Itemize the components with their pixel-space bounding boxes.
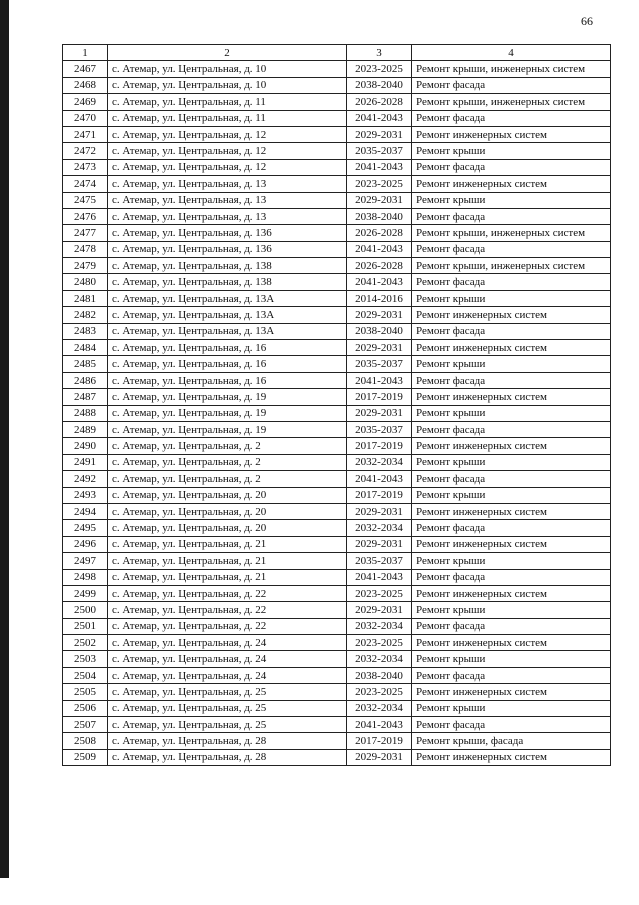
period-cell: 2017-2019 — [347, 389, 412, 405]
table-row — [63, 126, 611, 142]
column-header-4: 4 — [412, 45, 611, 61]
address-cell: с. Атемар, ул. Центральная, д. 20 — [108, 503, 347, 519]
work-type-cell: Ремонт крыши — [412, 405, 611, 421]
address-cell: с. Атемар, ул. Центральная, д. 24 — [108, 667, 347, 683]
work-type-cell: Ремонт крыши, инженерных систем — [412, 258, 611, 274]
work-type-cell: Ремонт инженерных систем — [412, 438, 611, 454]
address-cell: с. Атемар, ул. Центральная, д. 11 — [108, 94, 347, 110]
address-cell: с. Атемар, ул. Центральная, д. 22 — [108, 602, 347, 618]
period-cell: 2041-2043 — [347, 159, 412, 175]
address-cell: с. Атемар, ул. Центральная, д. 16 — [108, 372, 347, 388]
period-cell: 2041-2043 — [347, 569, 412, 585]
row-number-cell: 2500 — [63, 602, 108, 618]
row-number-cell: 2480 — [63, 274, 108, 290]
period-cell: 2029-2031 — [347, 340, 412, 356]
table-row — [63, 717, 611, 733]
row-number-cell: 2483 — [63, 323, 108, 339]
period-cell: 2041-2043 — [347, 471, 412, 487]
row-number-cell: 2505 — [63, 684, 108, 700]
address-cell: с. Атемар, ул. Центральная, д. 13 — [108, 208, 347, 224]
address-cell: с. Атемар, ул. Центральная, д. 22 — [108, 618, 347, 634]
row-number-cell: 2502 — [63, 635, 108, 651]
table-row — [63, 602, 611, 618]
table-row — [63, 651, 611, 667]
table-row — [63, 77, 611, 93]
table-row — [63, 520, 611, 536]
table-row — [63, 340, 611, 356]
work-type-cell: Ремонт фасада — [412, 421, 611, 437]
row-number-cell: 2476 — [63, 208, 108, 224]
table-row — [63, 585, 611, 601]
row-number-cell: 2509 — [63, 749, 108, 765]
address-cell: с. Атемар, ул. Центральная, д. 13 — [108, 176, 347, 192]
row-number-cell: 2488 — [63, 405, 108, 421]
row-number-cell: 2506 — [63, 700, 108, 716]
table-row — [63, 307, 611, 323]
work-type-cell: Ремонт фасада — [412, 520, 611, 536]
work-type-cell: Ремонт инженерных систем — [412, 635, 611, 651]
period-cell: 2035-2037 — [347, 553, 412, 569]
address-cell: с. Атемар, ул. Центральная, д. 19 — [108, 421, 347, 437]
period-cell: 2026-2028 — [347, 258, 412, 274]
work-type-cell: Ремонт фасада — [412, 667, 611, 683]
table-row — [63, 159, 611, 175]
address-cell: с. Атемар, ул. Центральная, д. 13А — [108, 307, 347, 323]
row-number-cell: 2498 — [63, 569, 108, 585]
work-type-cell: Ремонт инженерных систем — [412, 389, 611, 405]
work-type-cell: Ремонт крыши, фасада — [412, 733, 611, 749]
period-cell: 2023-2025 — [347, 635, 412, 651]
address-cell: с. Атемар, ул. Центральная, д. 2 — [108, 454, 347, 470]
period-cell: 2038-2040 — [347, 667, 412, 683]
row-number-cell: 2499 — [63, 585, 108, 601]
table-row — [63, 258, 611, 274]
table-row — [63, 110, 611, 126]
work-type-cell: Ремонт крыши — [412, 553, 611, 569]
row-number-cell: 2503 — [63, 651, 108, 667]
table-row — [63, 536, 611, 552]
work-type-cell: Ремонт инженерных систем — [412, 340, 611, 356]
table-row — [63, 94, 611, 110]
address-cell: с. Атемар, ул. Центральная, д. 21 — [108, 536, 347, 552]
row-number-cell: 2472 — [63, 143, 108, 159]
period-cell: 2038-2040 — [347, 77, 412, 93]
work-type-cell: Ремонт крыши — [412, 487, 611, 503]
period-cell: 2029-2031 — [347, 749, 412, 765]
work-type-cell: Ремонт крыши — [412, 651, 611, 667]
row-number-cell: 2492 — [63, 471, 108, 487]
period-cell: 2023-2025 — [347, 585, 412, 601]
table-row — [63, 471, 611, 487]
period-cell: 2041-2043 — [347, 110, 412, 126]
row-number-cell: 2478 — [63, 241, 108, 257]
work-type-cell: Ремонт фасада — [412, 208, 611, 224]
period-cell: 2035-2037 — [347, 421, 412, 437]
row-number-cell: 2494 — [63, 503, 108, 519]
address-cell: с. Атемар, ул. Центральная, д. 12 — [108, 126, 347, 142]
row-number-cell: 2496 — [63, 536, 108, 552]
scan-edge-bar — [0, 0, 9, 878]
table-row — [63, 405, 611, 421]
table-row — [63, 208, 611, 224]
period-cell: 2032-2034 — [347, 700, 412, 716]
table-row — [63, 421, 611, 437]
period-cell: 2026-2028 — [347, 94, 412, 110]
period-cell: 2035-2037 — [347, 143, 412, 159]
row-number-cell: 2471 — [63, 126, 108, 142]
work-type-cell: Ремонт фасада — [412, 569, 611, 585]
address-cell: с. Атемар, ул. Центральная, д. 19 — [108, 405, 347, 421]
address-cell: с. Атемар, ул. Центральная, д. 12 — [108, 159, 347, 175]
table-row — [63, 241, 611, 257]
address-cell: с. Атемар, ул. Центральная, д. 16 — [108, 340, 347, 356]
period-cell: 2029-2031 — [347, 405, 412, 421]
table-row — [63, 700, 611, 716]
table-row — [63, 503, 611, 519]
row-number-cell: 2507 — [63, 717, 108, 733]
work-type-cell: Ремонт фасада — [412, 77, 611, 93]
row-number-cell: 2473 — [63, 159, 108, 175]
period-cell: 2029-2031 — [347, 192, 412, 208]
work-type-cell: Ремонт крыши — [412, 454, 611, 470]
row-number-cell: 2491 — [63, 454, 108, 470]
period-cell: 2038-2040 — [347, 323, 412, 339]
work-type-cell: Ремонт инженерных систем — [412, 307, 611, 323]
address-cell: с. Атемар, ул. Центральная, д. 10 — [108, 77, 347, 93]
address-cell: с. Атемар, ул. Центральная, д. 2 — [108, 471, 347, 487]
period-cell: 2032-2034 — [347, 454, 412, 470]
period-cell: 2026-2028 — [347, 225, 412, 241]
row-number-cell: 2481 — [63, 290, 108, 306]
period-cell: 2017-2019 — [347, 733, 412, 749]
period-cell: 2017-2019 — [347, 438, 412, 454]
row-number-cell: 2486 — [63, 372, 108, 388]
address-cell: с. Атемар, ул. Центральная, д. 16 — [108, 356, 347, 372]
address-cell: с. Атемар, ул. Центральная, д. 24 — [108, 635, 347, 651]
period-cell: 2032-2034 — [347, 520, 412, 536]
work-type-cell: Ремонт инженерных систем — [412, 536, 611, 552]
period-cell: 2041-2043 — [347, 274, 412, 290]
table-row — [63, 372, 611, 388]
column-header-2: 2 — [108, 45, 347, 61]
period-cell: 2017-2019 — [347, 487, 412, 503]
row-number-cell: 2508 — [63, 733, 108, 749]
work-type-cell: Ремонт фасада — [412, 274, 611, 290]
work-type-cell: Ремонт фасада — [412, 471, 611, 487]
work-type-cell: Ремонт фасада — [412, 110, 611, 126]
work-type-cell: Ремонт фасада — [412, 618, 611, 634]
period-cell: 2041-2043 — [347, 372, 412, 388]
period-cell: 2041-2043 — [347, 717, 412, 733]
row-number-cell: 2501 — [63, 618, 108, 634]
table-row — [63, 487, 611, 503]
table-row — [63, 454, 611, 470]
table-row — [63, 389, 611, 405]
address-cell: с. Атемар, ул. Центральная, д. 136 — [108, 241, 347, 257]
period-cell: 2029-2031 — [347, 602, 412, 618]
row-number-cell: 2468 — [63, 77, 108, 93]
work-type-cell: Ремонт инженерных систем — [412, 585, 611, 601]
table-row — [63, 667, 611, 683]
row-number-cell: 2474 — [63, 176, 108, 192]
work-type-cell: Ремонт крыши, инженерных систем — [412, 94, 611, 110]
period-cell: 2038-2040 — [347, 208, 412, 224]
work-type-cell: Ремонт крыши — [412, 192, 611, 208]
period-cell: 2023-2025 — [347, 684, 412, 700]
row-number-cell: 2495 — [63, 520, 108, 536]
period-cell: 2029-2031 — [347, 503, 412, 519]
table-row — [63, 323, 611, 339]
period-cell: 2029-2031 — [347, 536, 412, 552]
table-row — [63, 569, 611, 585]
row-number-cell: 2475 — [63, 192, 108, 208]
period-cell: 2023-2025 — [347, 176, 412, 192]
row-number-cell: 2504 — [63, 667, 108, 683]
address-cell: с. Атемар, ул. Центральная, д. 13А — [108, 290, 347, 306]
table-row — [63, 290, 611, 306]
table-row — [63, 438, 611, 454]
column-header-3: 3 — [347, 45, 412, 61]
address-cell: с. Атемар, ул. Центральная, д. 20 — [108, 487, 347, 503]
work-type-cell: Ремонт фасада — [412, 159, 611, 175]
work-type-cell: Ремонт крыши, инженерных систем — [412, 225, 611, 241]
address-cell: с. Атемар, ул. Центральная, д. 12 — [108, 143, 347, 159]
address-cell: с. Атемар, ул. Центральная, д. 28 — [108, 733, 347, 749]
address-cell: с. Атемар, ул. Центральная, д. 11 — [108, 110, 347, 126]
address-cell: с. Атемар, ул. Центральная, д. 13А — [108, 323, 347, 339]
table-row — [63, 553, 611, 569]
row-number-cell: 2484 — [63, 340, 108, 356]
address-cell: с. Атемар, ул. Центральная, д. 138 — [108, 258, 347, 274]
work-type-cell: Ремонт фасада — [412, 717, 611, 733]
address-cell: с. Атемар, ул. Центральная, д. 24 — [108, 651, 347, 667]
row-number-cell: 2477 — [63, 225, 108, 241]
row-number-cell: 2490 — [63, 438, 108, 454]
work-type-cell: Ремонт фасада — [412, 323, 611, 339]
work-type-cell: Ремонт крыши — [412, 143, 611, 159]
row-number-cell: 2493 — [63, 487, 108, 503]
address-cell: с. Атемар, ул. Центральная, д. 136 — [108, 225, 347, 241]
table-row — [63, 143, 611, 159]
table-row — [63, 176, 611, 192]
work-type-cell: Ремонт крыши — [412, 700, 611, 716]
row-number-cell: 2467 — [63, 61, 108, 77]
table-row — [63, 274, 611, 290]
address-cell: с. Атемар, ул. Центральная, д. 21 — [108, 553, 347, 569]
address-cell: с. Атемар, ул. Центральная, д. 20 — [108, 520, 347, 536]
period-cell: 2029-2031 — [347, 126, 412, 142]
table-row — [63, 356, 611, 372]
address-cell: с. Атемар, ул. Центральная, д. 13 — [108, 192, 347, 208]
period-cell: 2041-2043 — [347, 241, 412, 257]
work-type-cell: Ремонт инженерных систем — [412, 749, 611, 765]
work-type-cell: Ремонт инженерных систем — [412, 126, 611, 142]
address-cell: с. Атемар, ул. Центральная, д. 19 — [108, 389, 347, 405]
address-cell: с. Атемар, ул. Центральная, д. 25 — [108, 700, 347, 716]
row-number-cell: 2479 — [63, 258, 108, 274]
work-type-cell: Ремонт крыши — [412, 602, 611, 618]
address-cell: с. Атемар, ул. Центральная, д. 25 — [108, 684, 347, 700]
address-cell: с. Атемар, ул. Центральная, д. 25 — [108, 717, 347, 733]
row-number-cell: 2489 — [63, 421, 108, 437]
address-cell: с. Атемар, ул. Центральная, д. 21 — [108, 569, 347, 585]
row-number-cell: 2482 — [63, 307, 108, 323]
address-cell: с. Атемар, ул. Центральная, д. 138 — [108, 274, 347, 290]
table-body — [63, 61, 611, 766]
table-row — [63, 635, 611, 651]
table-row — [63, 618, 611, 634]
period-cell: 2014-2016 — [347, 290, 412, 306]
table-row — [63, 61, 611, 77]
period-cell: 2029-2031 — [347, 307, 412, 323]
page-number: 66 — [581, 14, 593, 28]
work-type-cell: Ремонт крыши, инженерных систем — [412, 61, 611, 77]
work-type-cell: Ремонт фасада — [412, 241, 611, 257]
row-number-cell: 2470 — [63, 110, 108, 126]
row-number-cell: 2497 — [63, 553, 108, 569]
table-row — [63, 192, 611, 208]
address-cell: с. Атемар, ул. Центральная, д. 2 — [108, 438, 347, 454]
repair-schedule-table — [62, 44, 611, 766]
row-number-cell: 2487 — [63, 389, 108, 405]
table-row — [63, 749, 611, 765]
table-row — [63, 225, 611, 241]
column-header-1: 1 — [63, 45, 108, 61]
work-type-cell: Ремонт фасада — [412, 372, 611, 388]
work-type-cell: Ремонт крыши — [412, 356, 611, 372]
work-type-cell: Ремонт крыши — [412, 290, 611, 306]
period-cell: 2032-2034 — [347, 651, 412, 667]
work-type-cell: Ремонт инженерных систем — [412, 176, 611, 192]
address-cell: с. Атемар, ул. Центральная, д. 28 — [108, 749, 347, 765]
row-number-cell: 2469 — [63, 94, 108, 110]
period-cell: 2035-2037 — [347, 356, 412, 372]
address-cell: с. Атемар, ул. Центральная, д. 10 — [108, 61, 347, 77]
table-row — [63, 733, 611, 749]
period-cell: 2032-2034 — [347, 618, 412, 634]
address-cell: с. Атемар, ул. Центральная, д. 22 — [108, 585, 347, 601]
row-number-cell: 2485 — [63, 356, 108, 372]
period-cell: 2023-2025 — [347, 61, 412, 77]
table-header-row — [63, 45, 611, 61]
work-type-cell: Ремонт инженерных систем — [412, 684, 611, 700]
work-type-cell: Ремонт инженерных систем — [412, 503, 611, 519]
table-row — [63, 684, 611, 700]
